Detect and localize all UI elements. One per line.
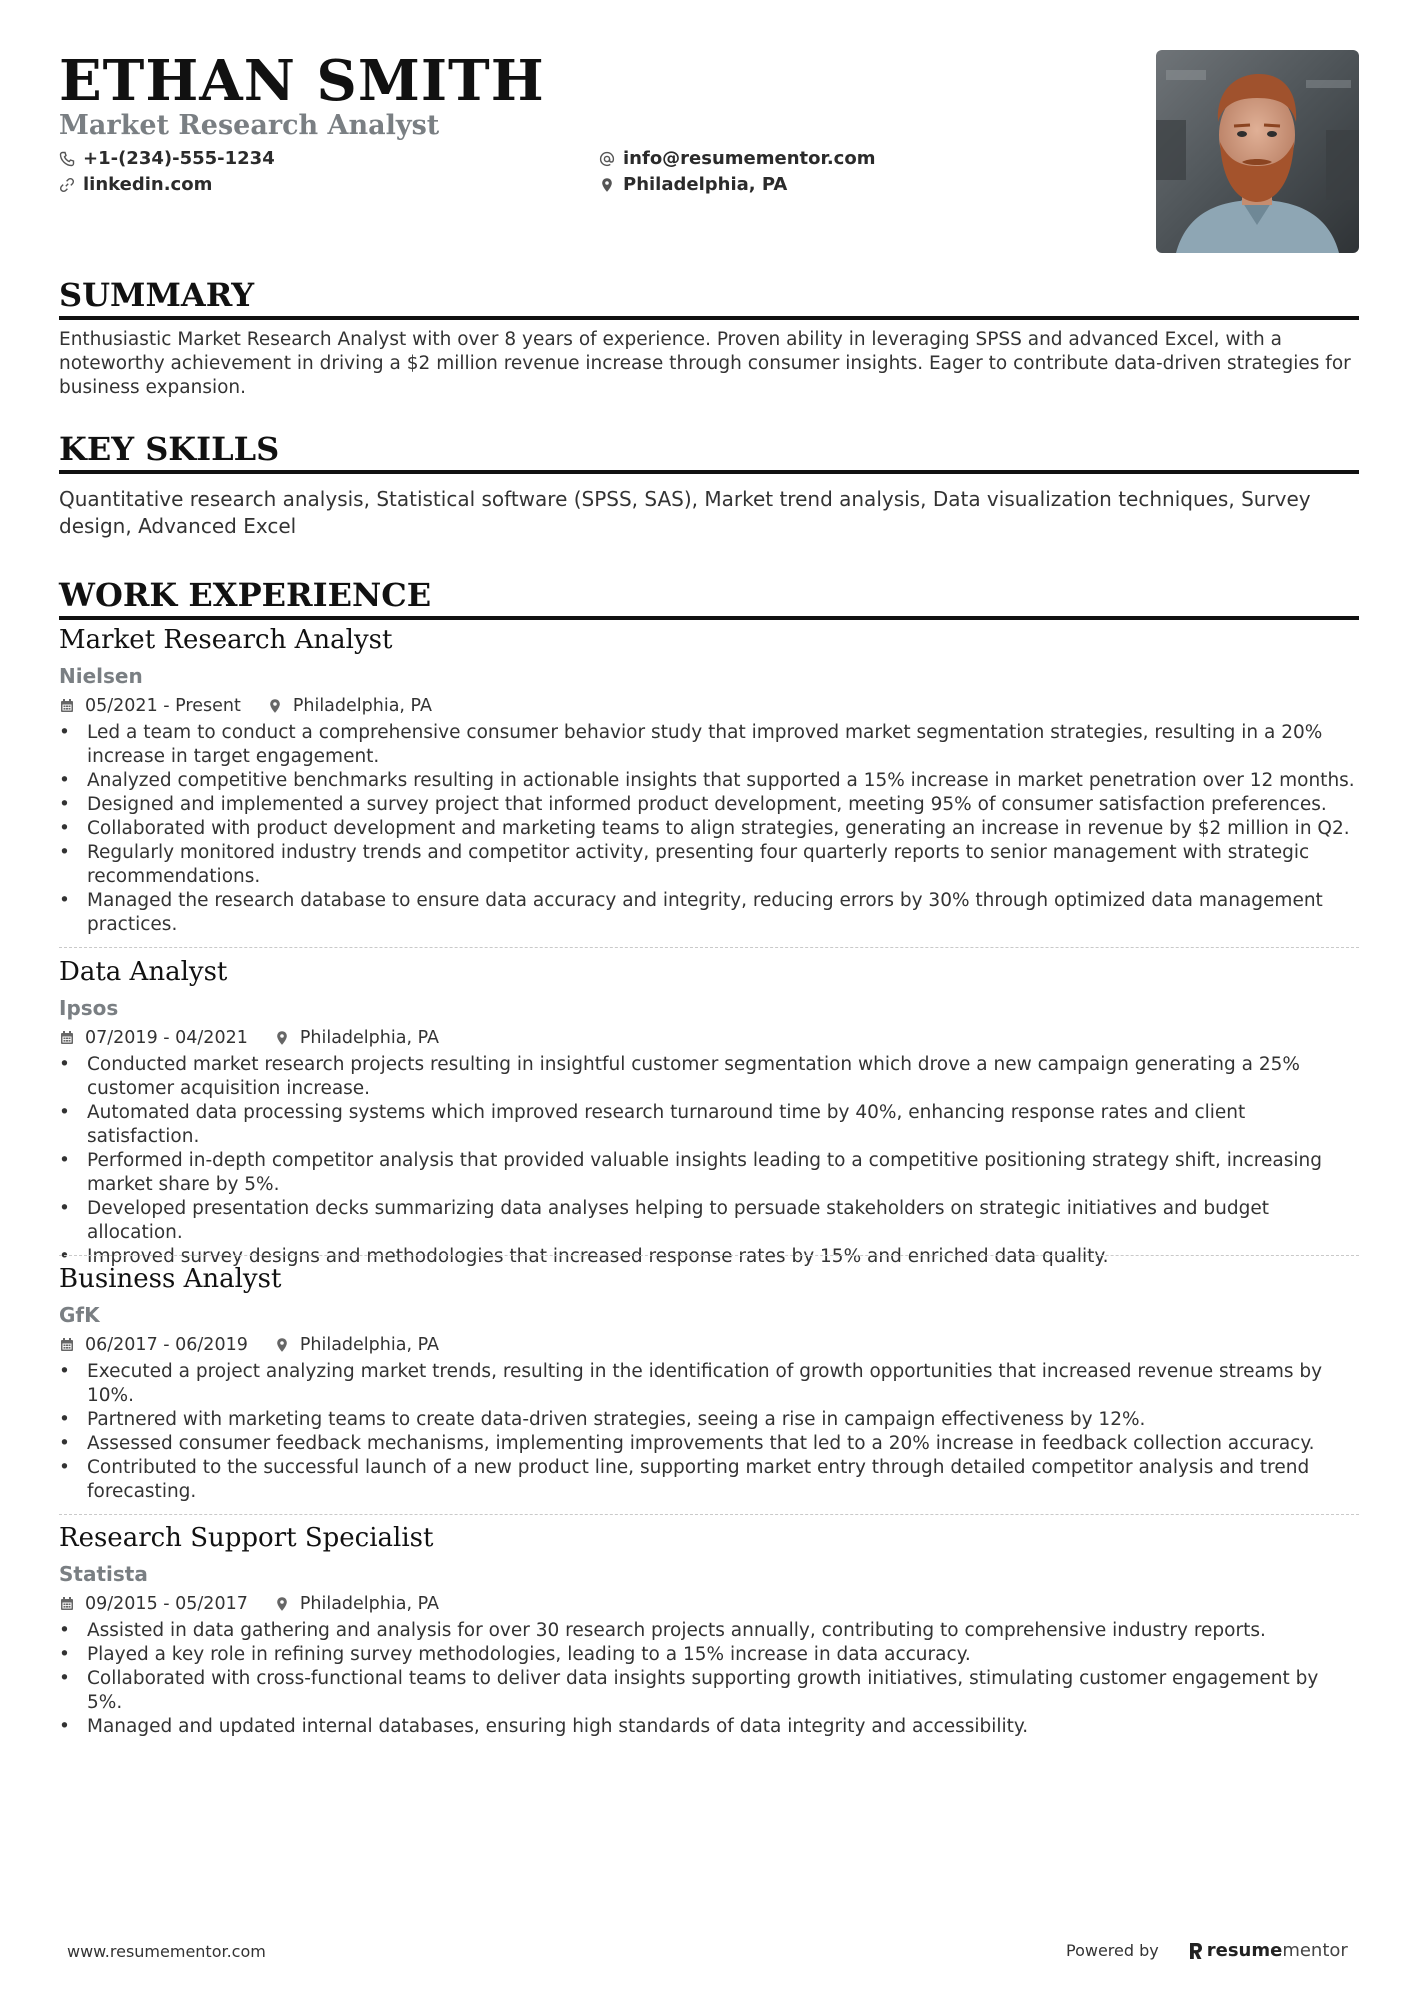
bullet-item: • Managed the research database to ensure data accuracy and integrity, reducing errors by 30% through optimized data management practices.: [59, 889, 1359, 937]
calendar-icon: [59, 1337, 75, 1353]
company-name: Nielsen: [59, 664, 143, 688]
footer-branding: [1066, 1940, 1348, 1961]
profile-photo: [1156, 50, 1359, 253]
job-divider: [59, 947, 1359, 948]
job-bullets: [59, 1360, 1359, 1504]
bullet-item: • Developed presentation decks summarizing data analyses helping to persuade stakeholders on strategic initiatives and budget allocation.: [59, 1197, 1359, 1245]
phone-text: +1-(234)-555-1234: [83, 148, 275, 169]
phone-icon: [59, 151, 75, 167]
bullet-item: • Assessed consumer feedback mechanisms, implementing improvements that led to a 20% increase in feedback collection accuracy.: [59, 1432, 1359, 1456]
bullet-item: • Collaborated with cross-functional teams to deliver data insights supporting growth initiatives, stimulating customer engagement by 5%.: [59, 1667, 1359, 1715]
calendar-icon: [59, 1596, 75, 1612]
brand-logo[interactable]: [1187, 1940, 1348, 1961]
contact-phone: [59, 148, 275, 169]
portrait-image: [1156, 50, 1359, 253]
contact-linkedin: [59, 174, 212, 195]
job-location: Philadelphia, PA: [299, 1594, 439, 1614]
link-icon: [59, 177, 75, 193]
job-entry: [59, 1522, 1359, 1739]
location-text: Philadelphia, PA: [623, 174, 788, 195]
job-bullets: [59, 1619, 1359, 1739]
brand-name-light: mentor: [1282, 1940, 1348, 1961]
company-name: Statista: [59, 1562, 148, 1586]
bullet-item: • Improved survey designs and methodologies that increased response rates by 15% and enriched data quality.: [59, 1245, 1359, 1269]
company-name: Ipsos: [59, 996, 119, 1020]
job-divider: [59, 1255, 1359, 1256]
job-title: Data Analyst: [59, 957, 228, 987]
brand-mark-icon: [1187, 1941, 1203, 1961]
job-dates: 07/2019 - 04/2021: [85, 1028, 248, 1048]
skills-heading: KEY SKILLS: [59, 430, 1359, 474]
job-title: Research Support Specialist: [59, 1523, 434, 1553]
location-pin-icon: [599, 177, 615, 193]
bullet-item: • Contributed to the successful launch of a new product line, supporting market entry through detailed competitor analysis and trend forecasting.: [59, 1456, 1359, 1504]
job-location: Philadelphia, PA: [299, 1335, 439, 1355]
brand-name-bold: resume: [1206, 1940, 1283, 1961]
job-bullets: [59, 721, 1359, 937]
bullet-item: • Conducted market research projects resulting in insightful customer segmentation which drove a new campaign generating a 25% customer acquisition increase.: [59, 1053, 1359, 1101]
bullet-item: • Collaborated with product development and marketing teams to align strategies, generating an increase in revenue by $2 million in Q2.: [59, 817, 1359, 841]
job-dates: 06/2017 - 06/2019: [85, 1335, 248, 1355]
bullet-item: • Managed and updated internal databases, ensuring high standards of data integrity and accessibility.: [59, 1715, 1359, 1739]
job-meta: [59, 694, 1359, 718]
contact-location: [599, 174, 787, 195]
job-entry: [59, 1263, 1359, 1504]
job-dates: 05/2021 - Present: [85, 696, 241, 716]
job-divider: [59, 1514, 1359, 1515]
bullet-item: • Executed a project analyzing market trends, resulting in the identification of growth opportunities that increased revenue streams by 10%.: [59, 1360, 1359, 1408]
calendar-icon: [59, 1030, 75, 1046]
bullet-item: • Regularly monitored industry trends and competitor activity, presenting four quarterly reports to senior management with strategic recommendations.: [59, 841, 1359, 889]
job-entry: [59, 956, 1359, 1269]
linkedin-text: linkedin.com: [83, 174, 213, 195]
summary-text: Enthusiastic Market Research Analyst with over 8 years of experience. Proven ability in leveraging SPSS and advanced Excel, with a noteworthy achievement in driving a $2 million revenue increase through consumer insights. Eager to contribute data-driven strategies for business expansion.: [59, 329, 1351, 398]
job-meta: [59, 1026, 1359, 1050]
skills-section: [59, 430, 1359, 540]
location-pin-icon: [274, 1337, 290, 1353]
location-pin-icon: [267, 698, 283, 714]
summary-heading: SUMMARY: [59, 276, 1359, 320]
job-dates: 09/2015 - 05/2017: [85, 1594, 248, 1614]
location-pin-icon: [274, 1596, 290, 1612]
candidate-role: Market Research Analyst: [59, 110, 440, 141]
skills-text: Quantitative research analysis, Statistical software (SPSS, SAS), Market trend analysis, Data visualization techniques, Survey design, Advanced Excel: [59, 487, 1311, 538]
bullet-item: • Analyzed competitive benchmarks resulting in actionable insights that supported a 15% increase in market penetration over 12 months.: [59, 769, 1359, 793]
experience-section: [59, 576, 1359, 620]
job-bullets: [59, 1053, 1359, 1269]
bullet-item: • Played a key role in refining survey methodologies, leading to a 15% increase in data accuracy.: [59, 1643, 1359, 1667]
contact-email: [599, 148, 875, 169]
email-text: info@resumementor.com: [623, 148, 876, 169]
bullet-item: • Led a team to conduct a comprehensive consumer behavior study that improved market segmentation strategies, resulting in a 20% increase in target engagement.: [59, 721, 1359, 769]
at-icon: [599, 151, 615, 167]
job-meta: [59, 1592, 1359, 1616]
bullet-item: • Automated data processing systems which improved research turnaround time by 40%, enhancing response rates and client satisfaction.: [59, 1101, 1359, 1149]
candidate-name: ETHAN SMITH: [59, 48, 545, 114]
job-entry: [59, 624, 1359, 937]
calendar-icon: [59, 698, 75, 714]
bullet-item: • Assisted in data gathering and analysis for over 30 research projects annually, contributing to comprehensive industry reports.: [59, 1619, 1359, 1643]
job-meta: [59, 1333, 1359, 1357]
summary-section: [59, 276, 1359, 400]
job-location: Philadelphia, PA: [292, 696, 432, 716]
bullet-item: • Performed in-depth competitor analysis that provided valuable insights leading to a competitive positioning strategy shift, increasing market share by 5%.: [59, 1149, 1359, 1197]
job-title: Market Research Analyst: [59, 625, 393, 655]
location-pin-icon: [274, 1030, 290, 1046]
bullet-item: • Designed and implemented a survey project that informed product development, meeting 95% of consumer satisfaction preferences.: [59, 793, 1359, 817]
job-title: Business Analyst: [59, 1264, 282, 1294]
job-location: Philadelphia, PA: [299, 1028, 439, 1048]
powered-by-text: Powered by: [1066, 1941, 1159, 1960]
footer-website[interactable]: www.resumementor.com: [67, 1942, 266, 1961]
bullet-item: • Partnered with marketing teams to create data-driven strategies, seeing a rise in campaign effectiveness by 12%.: [59, 1408, 1359, 1432]
experience-heading: WORK EXPERIENCE: [59, 576, 1359, 620]
company-name: GfK: [59, 1303, 100, 1327]
